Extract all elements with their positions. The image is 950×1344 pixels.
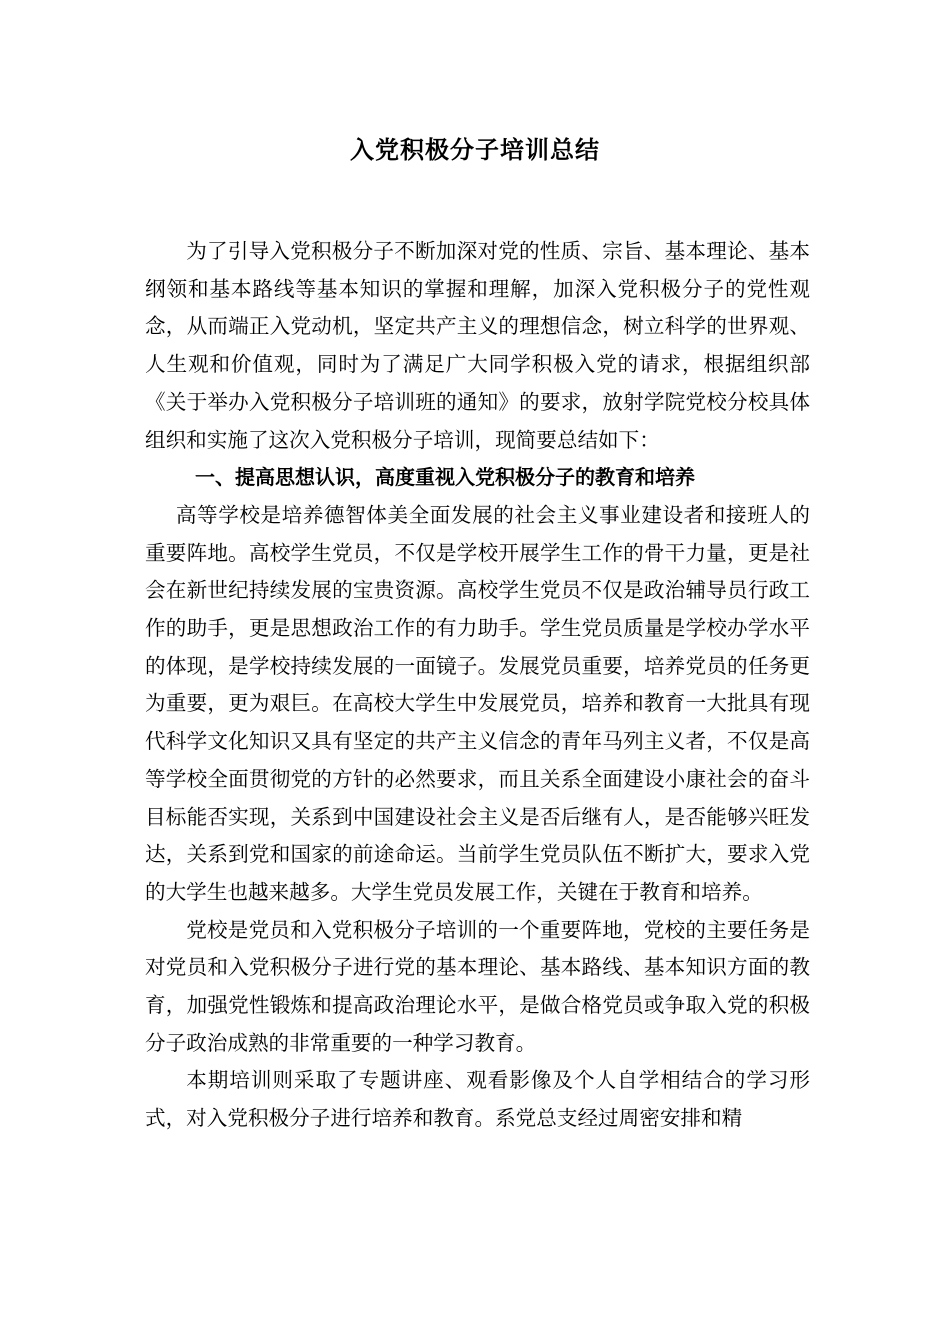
- paragraph-universities: 高等学校是培养德智体美全面发展的社会主义事业建设者和接班人的重要阵地。高校学生党员，不仅是学校开展学生工作的骨干力量，更是社会在新世纪持续发展的宝贵资源。高校学生党员不仅是政治辅导员行政工作的助手，更是思想政治工作的有力助手。学生党员质量是学校办学水平的体现，是学校持续发展的一面镜子。发展党员重要，培养党员的任务更为重要，更为艰巨。在高校大学生中发展党员，培养和教育一大批具有现代科学文化知识又具有坚定的共产主义信念的青年马列主义者，不仅是高等学校全面贯彻党的方针的必然要求，而且关系全面建设小康社会的奋斗目标能否实现，关系到中国建设社会主义是否后继有人，是否能够兴旺发达，关系到党和国家的前途命运。当前学生党员队伍不断扩大，要求入党的大学生也越来越多。大学生党员发展工作，关键在于教育和培养。: [145, 502, 810, 904]
- document-title: 入党积极分子培训总结: [350, 135, 600, 164]
- paragraph-intro: 为了引导入党积极分子不断加深对党的性质、宗旨、基本理论、基本纲领和基本路线等基本知识的掌握和理解，加深入党积极分子的党性观念，从而端正入党动机，坚定共产主义的理想信念，树立科学的世界观、人生观和价值观，同时为了满足广大同学积极入党的请求，根据组织部《关于举办入党积极分子培训班的通知》的要求，放射学院党校分校具体组织和实施了这次入党积极分子培训，现简要总结如下：: [145, 239, 810, 452]
- paragraph-party-school: 党校是党员和入党积极分子培训的一个重要阵地，党校的主要任务是对党员和入党积极分子进行党的基本理论、基本路线、基本知识方面的教育，加强党性锻炼和提高政治理论水平，是做合格党员或争取入党的积极分子政治成熟的非常重要的一种学习教育。: [145, 917, 810, 1055]
- paragraph-training-format: 本期培训则采取了专题讲座、观看影像及个人自学相结合的学习形式，对入党积极分子进行培养和教育。系党总支经过周密安排和精: [145, 1068, 810, 1131]
- document-body: [145, 233, 810, 1138]
- section-heading-1: 一、提高思想认识，高度重视入党积极分子的教育和培养: [195, 465, 695, 490]
